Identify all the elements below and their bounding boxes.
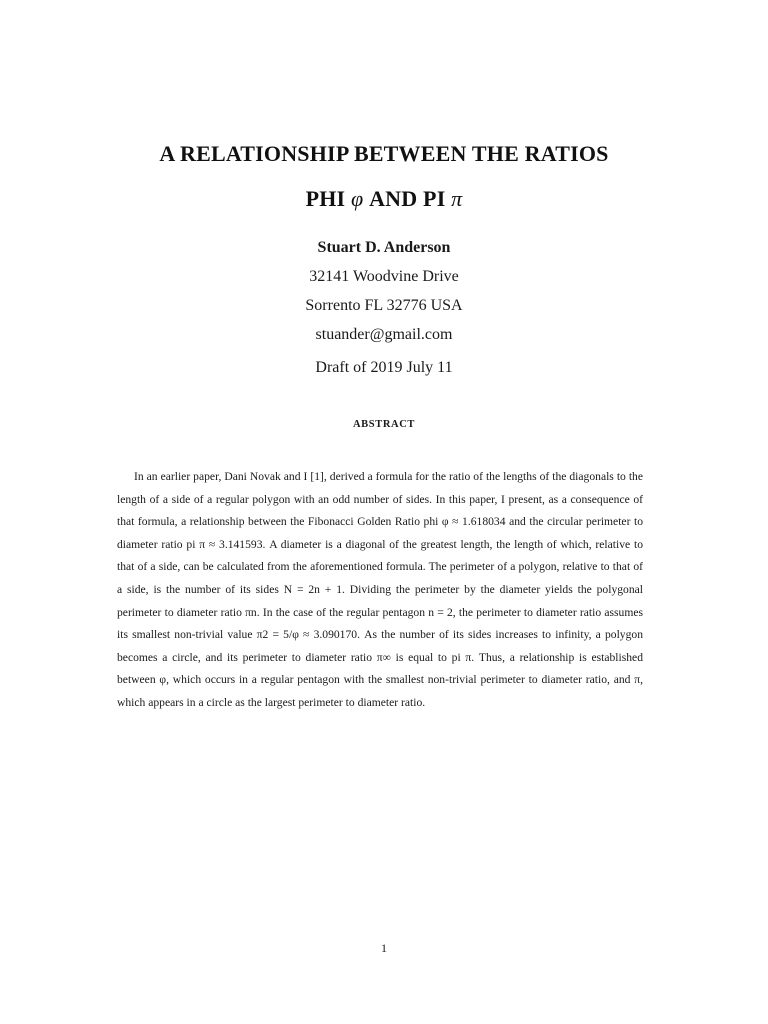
address-city: Sorrento FL 32776 USA [305,297,463,314]
paper-title-line-2 [0,186,768,212]
draft-date: Draft of 2019 July 11 [315,359,453,376]
title-text-and-pi: AND PI [363,186,452,211]
page-number: 1 [381,941,387,955]
author-name: Stuart D. Anderson [317,239,451,256]
abstract-body: In an earlier paper, Dani Novak and I [1], derived a formula for the ratio of the lengths of the diagonals to the length of a side of a regular polygon with an odd number of sides. In this paper, I present, as a consequence of that formula, a relationship between the Fibonacci Golden Ratio phi φ ≈ 1.618034 and the circular perimeter to diameter ratio pi π ≈ 3.141593. A diameter is a diagonal of the greatest length, the length of which, relative to that of a side, can be calculated from the aforementioned formula. The perimeter of a polygon, relative to that of a side, is the number of its sides N = 2n + 1. Dividing the perimeter by the diameter yields the polygonal perimeter to diameter ratio πn. In the case of the regular pentagon n = 2, the perimeter to diameter ratio assumes its smallest non-trivial value π2 = 5/φ ≈ 3.090170. As the number of its sides increases to infinity, a polygon becomes a circle, and its perimeter to diameter ratio π∞ is equal to pi π. Thus, a relationship is established between φ, which occurs in a regular pentagon with the smallest non-trivial perimeter to diameter ratio, and π, which appears in a circle as the largest perimeter to diameter ratio. [117,470,643,709]
address-street: 32141 Woodvine Drive [309,268,459,285]
phi-symbol: φ [351,186,364,211]
author-email: stuander@gmail.com [315,326,453,343]
pi-symbol: π [451,186,463,211]
abstract-heading: ABSTRACT [353,419,415,430]
paper-title-line-1: A RELATIONSHIP BETWEEN THE RATIOS [159,141,609,166]
title-text-phi-word: PHI [305,186,352,211]
